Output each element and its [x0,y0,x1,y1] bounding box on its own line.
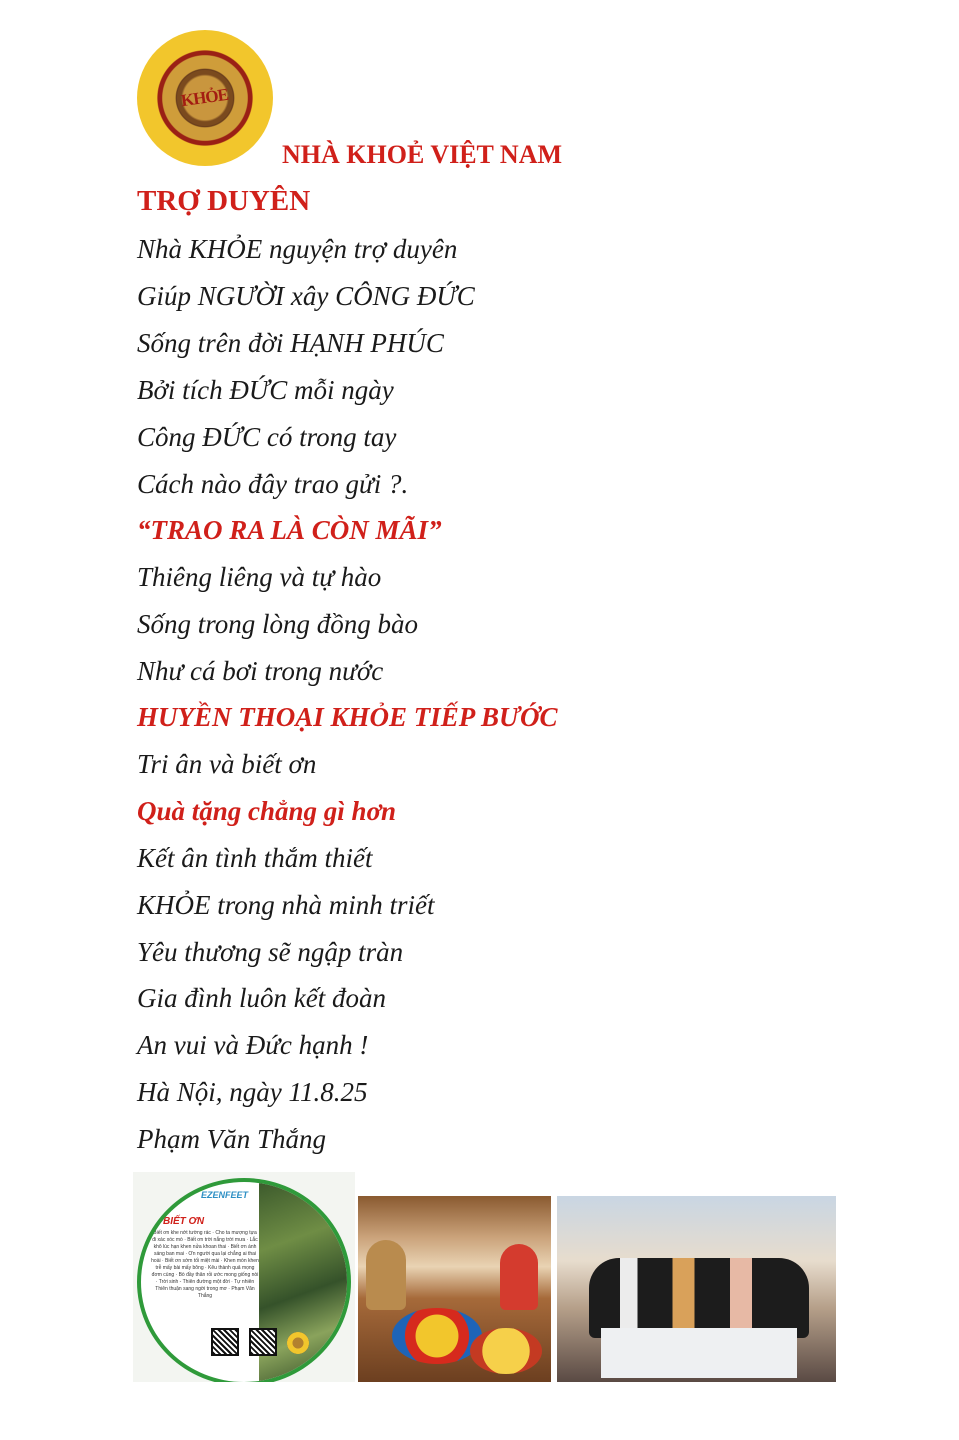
decorative-plate [470,1328,542,1374]
logo-lettering: KHỎE [180,84,230,111]
qr-code [211,1328,239,1356]
poem-line: Giúp NGƯỜI xây CÔNG ĐỨC [137,281,475,311]
poem-title: TRỢ DUYÊN [137,185,311,217]
decorative-plate [392,1308,482,1364]
person [366,1240,406,1310]
poem-date: Hà Nội, ngày 11.8.25 [137,1077,368,1107]
poem-highlight: Quà tặng chẳng gì hơn [137,796,397,826]
seal-icon [287,1332,309,1354]
card-header: EZENFEET [201,1190,249,1200]
poem-line: An vui và Đức hạnh ! [137,1030,369,1060]
poem-line: Sống trong lòng đồng bào [137,609,419,639]
poem-line: Tri ân và biết ơn [137,749,317,779]
poem-line: Cách nào đây trao gửi ?. [137,469,409,499]
card-heading: BIẾT ƠN [163,1216,205,1227]
poem-line: Yêu thương sẽ ngập tràn [137,937,404,967]
poem-line: Nhà KHỎE nguyện trợ duyên [137,234,458,264]
poem-line: Thiêng liêng và tự hào [137,562,382,592]
card-circle [137,1178,351,1382]
card-poem: Biết ơn khe nớt tường rác · Cho ta mượng tựa đi xác xóc mò · Biết ơn trời nắng trời mưa · Lắc khô lúc hạn khen nửa khoan thai · Biết ơn ánh sáng ban mai · Ơn người qua lại chẳng ai thai hoài · Biết ơn sớm tối miệt mài · Khen mòn khen trễ mấy bài mấy bông · Kêu thành quả mọng đơm cùng · Bò đầy thân rỏi ước mong giống nòi · Trời sinh - Thiên đường một đời · Tự nhiên Thiên thuận sang ngời trong mơ · Phạm Văn Thắng [151,1230,259,1299]
person [500,1244,538,1310]
poem-author: Phạm Văn Thắng [137,1124,326,1154]
qr-code [249,1328,277,1356]
table [601,1328,797,1378]
poem-line: KHỎE trong nhà minh triết [137,890,435,920]
poem-line: Gia đình luôn kết đoàn [137,983,386,1013]
poem-line: Sống trên đời HẠNH PHÚC [137,328,444,358]
poem-line: Bởi tích ĐỨC mỗi ngày [137,375,394,405]
brand-name: NHÀ KHOẺ VIỆT NAM [282,140,563,169]
poem-line: Kết ân tình thắm thiết [137,843,373,873]
logo-emblem [177,70,233,126]
group-of-people [589,1258,809,1338]
nha-khoe-logo [137,30,273,166]
photo-two-women-plates [358,1196,551,1382]
poem-highlight: HUYỀN THOẠI KHỎE TIẾP BƯỚC [137,702,558,732]
poem-line: Công ĐỨC có trong tay [137,422,397,452]
poem-highlight: “TRAO RA LÀ CÒN MÃI” [137,515,442,545]
photo-group [557,1196,836,1382]
poem-line: Như cá bơi trong nước [137,656,384,686]
photo-bietton-card [133,1172,355,1382]
